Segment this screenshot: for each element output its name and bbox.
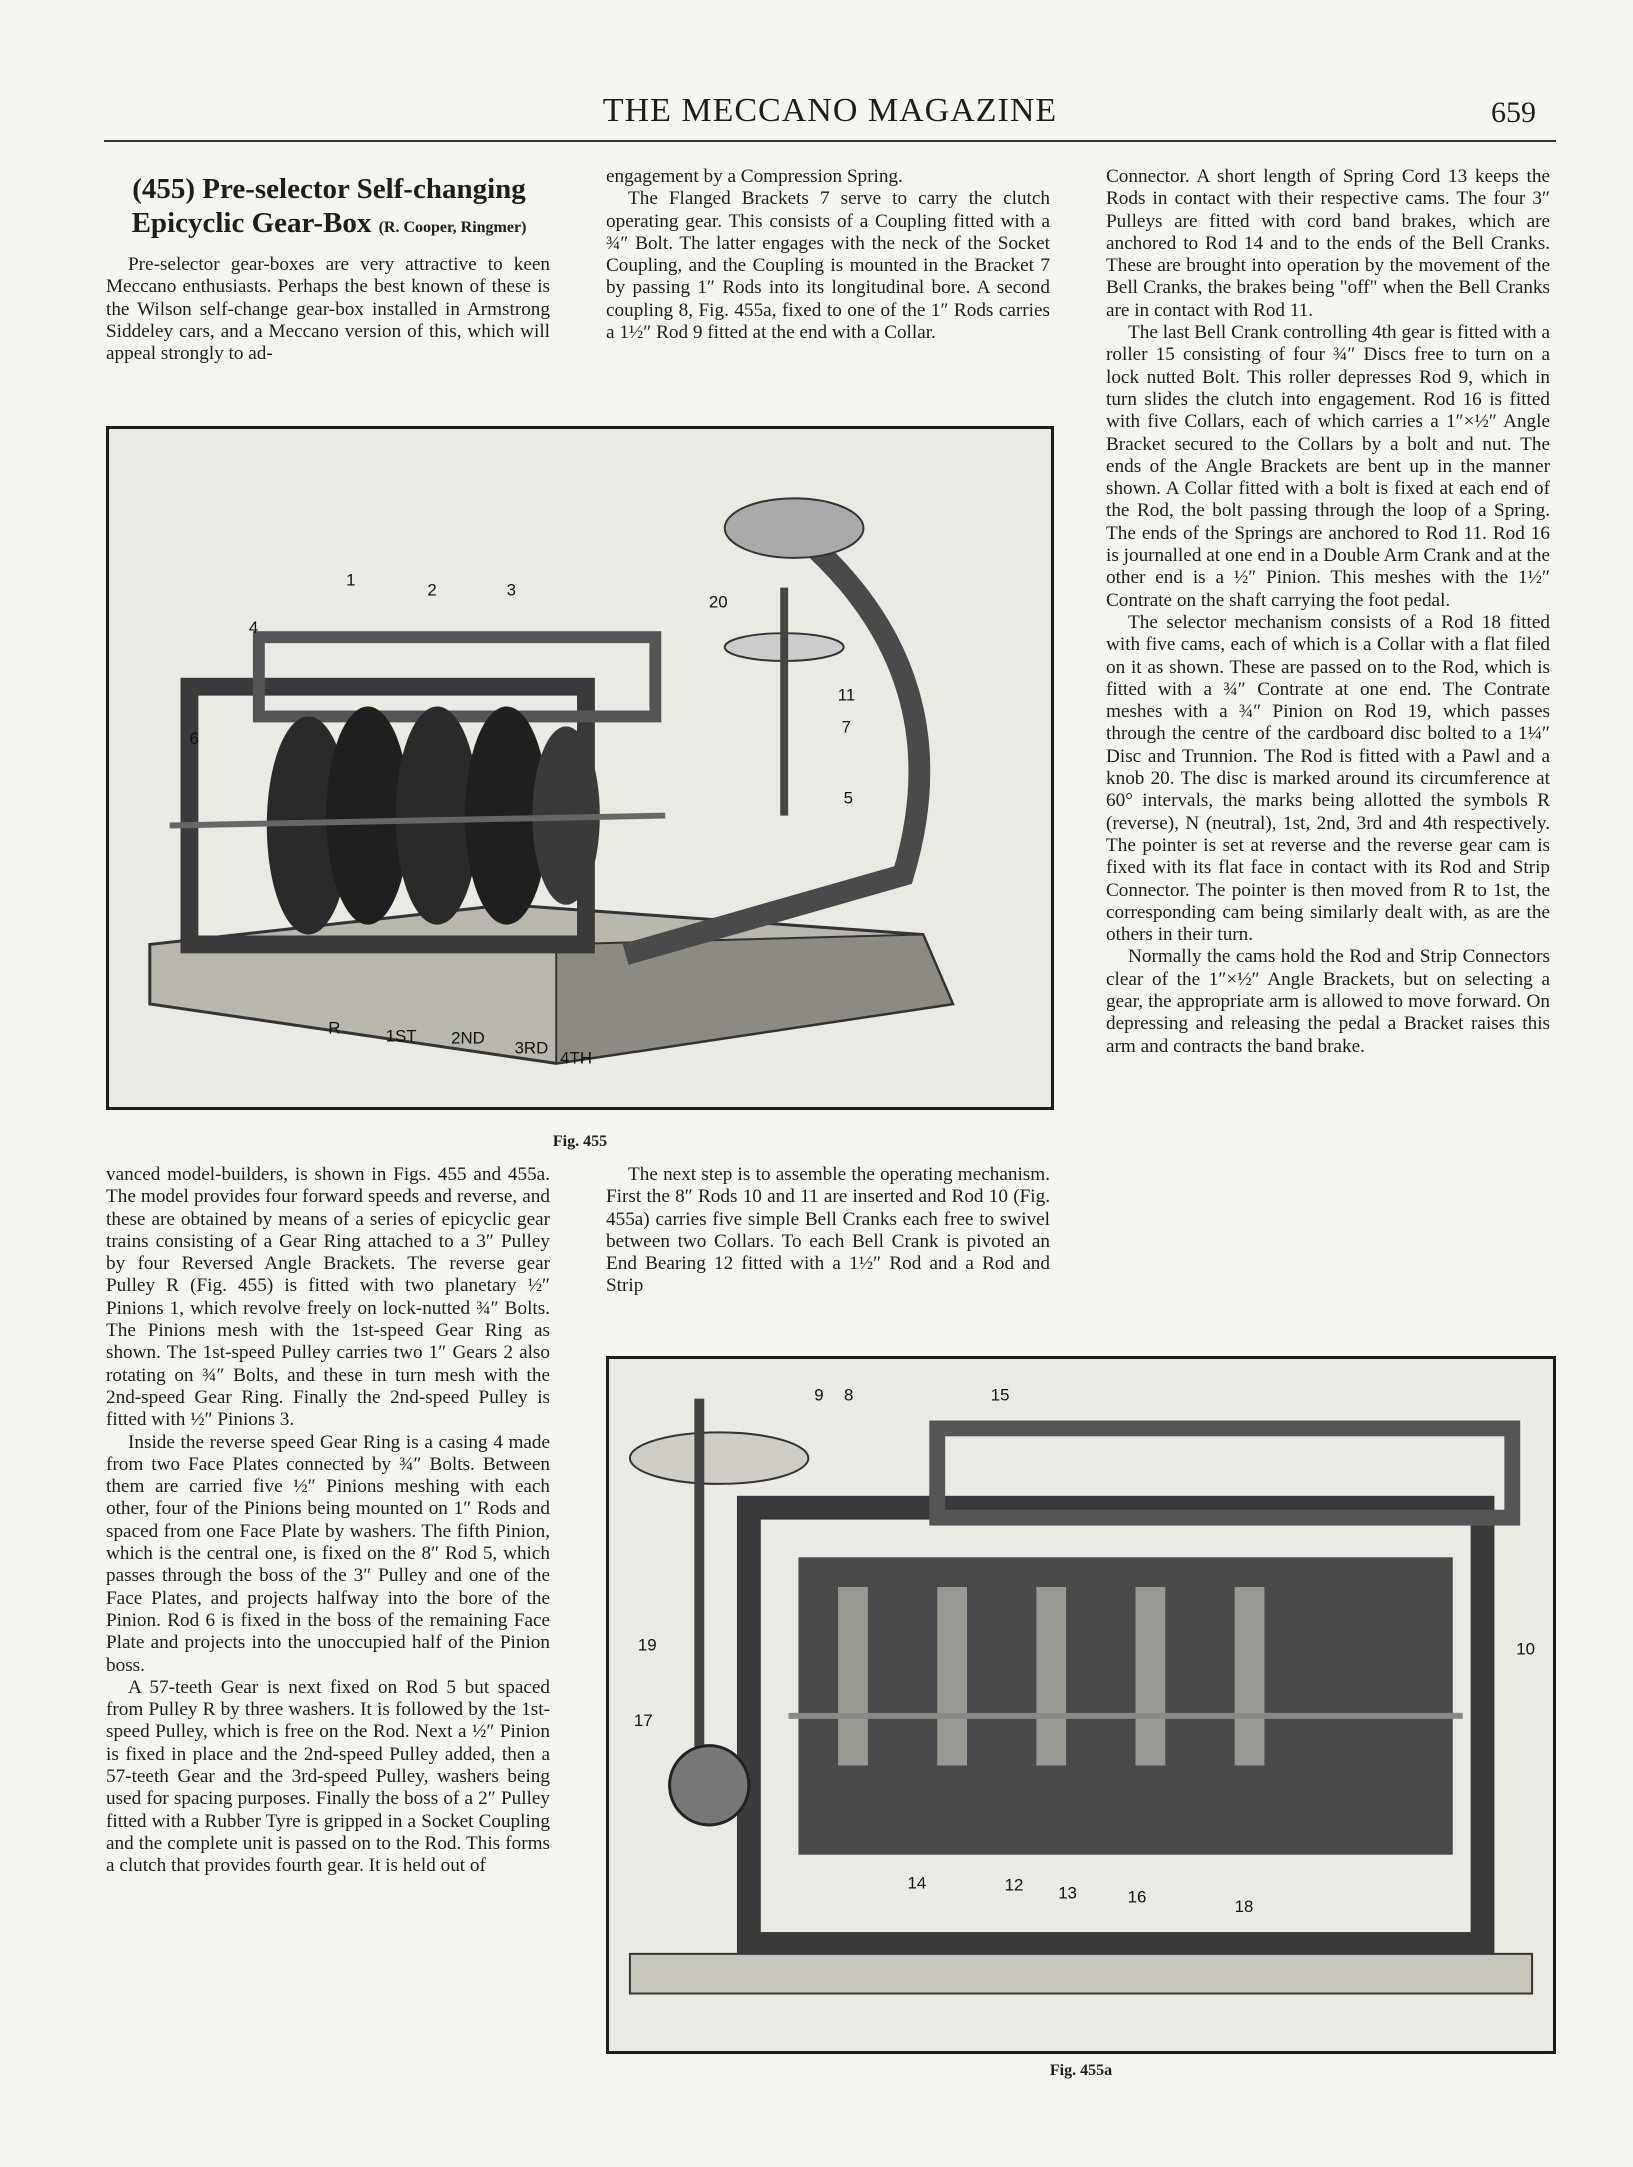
callout-8: 8 (844, 1385, 854, 1405)
figure-455a-illustration (609, 1359, 1553, 2051)
callout-9: 9 (814, 1385, 824, 1405)
article-title-line1: (455) Pre-selector Self-changing (132, 173, 526, 205)
paragraph: The next step is to assemble the operating mechanism. First the 8″ Rods 10 and 11 are inserted and Rod 10 (Fig. 455a) carries five simple Bell Cranks each free to swivel between two Collars. To each Bell Crank is pivoted an End Bearing 12 fitted with a 1½″ Rod and a Rod and Strip (606, 1164, 1050, 1297)
callout-18: 18 (1234, 1897, 1254, 1917)
callout-1: 1 (346, 570, 356, 590)
callout-6: 6 (189, 729, 199, 749)
callout-7: 7 (841, 717, 852, 737)
column2-bottom (606, 1164, 1050, 1298)
figure-455-caption: Fig. 455 (552, 1133, 608, 1150)
article-title-line2 (104, 206, 554, 245)
callout-4th: 4TH (560, 1048, 593, 1068)
article-title-line2-text: Epicyclic Gear-Box (131, 207, 372, 239)
paragraph: vanced model-builders, is shown in Figs. 455 and 455a. The model provides four forward speeds and reverse, and these are obtained by means of a series of epicyclic gear trains consisting of a Gear Ring attached to a 3″ Pulley by four Reversed Angle Brackets. The reverse gear Pulley R (Fig. 455) is fitted with two planetary ½″ Pinions 1, which revolve freely on lock-nutted ¾″ Bolts. The Pinions mesh with the 1st-speed Gear Ring as shown. The 1st-speed Pulley carries two 1″ Gears 2 also rotating on ¾″ Bolts, and these in turn mesh with the 2nd-speed Gear Ring. Finally the 2nd-speed Pulley is fitted with ½″ Pinions 3. (106, 1164, 550, 1431)
paragraph: The Flanged Brackets 7 serve to carry the clutch operating gear. This consists of a Coupling fitted with a ¾″ Bolt. The latter engages with the neck of the Socket Coupling, and the Coupling is mounted in the Bracket 7 by passing 1″ Rods into its longitudinal bore. A second coupling 8, Fig. 455a, fixed to one of the 1″ Rods carries a 1½″ Rod 9 fitted at the end with a Collar. (606, 188, 1050, 344)
masthead (104, 92, 1556, 142)
paragraph: Normally the cams hold the Rod and Strip Connectors clear of the 1″×½″ Angle Brackets, but on selecting a gear, the appropriate arm is allowed to move forward. On depressing and releasing the pedal a Bracket raises this arm and contracts the band brake. (1106, 946, 1550, 1057)
paragraph: A 57-teeth Gear is next fixed on Rod 5 but spaced from Pulley R by three washers. It is followed by the 1st-speed Pulley, which is free on the Rod. Next a ½″ Pinion is fixed in place and the 2nd-speed Pulley added, then a 57-teeth Gear and the 3rd-speed Pulley, washers being used for spacing purposes. Finally the boss of a 2″ Pulley fitted with a Rubber Tyre is gripped in a Socket Coupling and the complete unit is passed on to the Rod. This forms a clutch that provides fourth gear. It is held out of (106, 1676, 550, 1877)
column1-bottom (106, 1164, 550, 1878)
callout-19: 19 (637, 1635, 657, 1655)
callout-15: 15 (990, 1385, 1010, 1405)
paragraph: Inside the reverse speed Gear Ring is a casing 4 made from two Face Plates connected by ¾″ Bolts. Between them are carried five ½″ Pinions meshing with each other, four of the Pinions being mounted on 1″ Rods and spaced from one Face Plate by washers. The fifth Pinion, which is the central one, is fixed on the 8″ Rod 5, which passes through the boss of the 3″ Pulley and one of the Face Plates, and projects halfway into the bore of the Pinion. Rod 6 is fixed in the boss of the remaining Face Plate and projects into the unoccupied half of the Pinion boss. (106, 1431, 550, 1676)
figure-455-illustration (109, 429, 1051, 1107)
figure-455a-caption: Fig. 455a (1049, 2062, 1113, 2079)
callout-4: 4 (248, 618, 259, 638)
paragraph: Pre-selector gear-boxes are very attractive to keen Meccano enthusiasts. Perhaps the best known of these is the Wilson self-change gear-box installed in Armstrong Siddeley cars, and a Meccano version of this, which will appeal strongly to ad- (106, 254, 550, 365)
callout-10: 10 (1516, 1639, 1535, 1659)
column3 (1106, 166, 1550, 1058)
paragraph: Connector. A short length of Spring Cord 13 keeps the Rods in contact with their respective cams. The four 3″ Pulleys are fitted with cord band brakes, which are anchored to Rod 14 and to the ends of the Bell Cranks. These are brought into operation by the movement of the Bell Cranks, the brakes being "off" when the Bell Cranks are in contact with Rod 11. (1106, 166, 1550, 321)
callout-2: 2 (427, 580, 437, 600)
paragraph: The selector mechanism consists of a Rod 18 fitted with five cams, each of which is a Collar with a flat filed on it as shown. These are passed on to the Rod, which is fitted with a ¾″ Contrate at one end. The Contrate meshes with a ¾″ Pinion on Rod 19, which passes through the centre of the cardboard disc bolted to a 1¼″ Disc and Trunnion. The Rod is fitted with a Pawl and a knob 20. The disc is marked around its circumference at 60° intervals, the marks being allotted the symbols R (reverse), N (neutral), 1st, 2nd, 3rd and 4th respectively. The pointer is set at reverse and the reverse gear cam is fixed with its flat face in contact with its Rod and Strip Connector. The pointer is then moved from R to 1st, the corresponding cam being similarly dealt with, as are the others in their turn. (1106, 611, 1550, 946)
callout-3: 3 (506, 580, 517, 600)
callout-13: 13 (1058, 1883, 1077, 1903)
figure-455a-photo (606, 1356, 1556, 2054)
page-number: 659 (1491, 96, 1536, 129)
callout-5: 5 (843, 788, 854, 808)
column1-top (106, 254, 550, 365)
callout-2nd: 2ND (451, 1028, 485, 1048)
callout-17: 17 (633, 1710, 653, 1730)
callout-16: 16 (1127, 1887, 1147, 1907)
callout-1st: 1ST (385, 1026, 417, 1046)
callout-20: 20 (708, 592, 728, 612)
callout-R: R (328, 1018, 341, 1038)
magazine-title: THE MECCANO MAGAZINE (602, 92, 1058, 129)
callout-11: 11 (837, 685, 856, 705)
article-heading (104, 172, 554, 245)
figure-455-photo (106, 426, 1054, 1110)
callout-12: 12 (1004, 1875, 1024, 1895)
article-byline: (R. Cooper, Ringmer) (378, 219, 527, 236)
paragraph: The last Bell Crank controlling 4th gear is fitted with a roller 15 consisting of four ¾″ Discs free to turn on a lock nutted Bolt. This roller depresses Rod 9, which in turn slides the clutch into engagement. Rod 16 is fitted with five Collars, each of which carries a 1″×½″ Angle Bracket secured to the Collars by a bolt and nut. The ends of the Angle Brackets are bent up in the manner shown. A Collar fitted with a bolt is fixed at each end of the Rod, the bolt passing through the loop of a Spring. The ends of the Springs are anchored to Rod 11. Rod 16 is journalled at one end in a Double Arm Crank and at the other end is a ½″ Pinion. This meshes with the 1½″ Contrate on the shaft carrying the foot pedal. (1106, 322, 1550, 611)
callout-14: 14 (907, 1873, 927, 1893)
callout-3rd: 3RD (514, 1038, 549, 1058)
column2-top (606, 166, 1050, 344)
paragraph: engagement by a Compression Spring. (606, 166, 903, 187)
